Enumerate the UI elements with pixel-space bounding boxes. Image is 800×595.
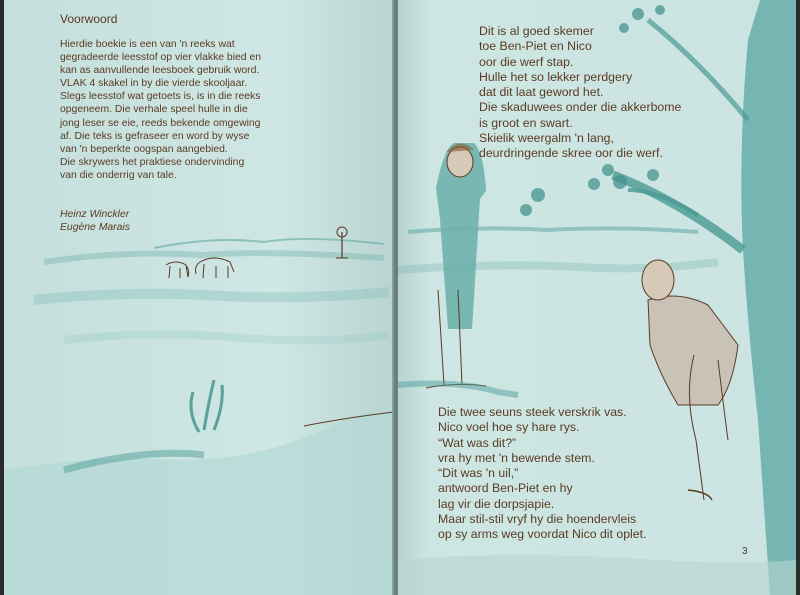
story-line: deurdringende skree oor die werf. <box>479 146 663 161</box>
author-name: Eugène Marais <box>60 222 130 233</box>
foreword-paragraph <box>60 38 360 182</box>
bush-drawing <box>191 380 222 432</box>
foreword-heading: Voorwoord <box>60 12 118 26</box>
crouching-boy-drawing <box>642 260 738 500</box>
story-line: op sy arms weg voordat Nico dit oplet. <box>438 527 647 542</box>
foreword-line: van 'n beperkte oogspan aangebied. <box>60 143 228 155</box>
story-line: vra hy met 'n bewende stem. <box>438 450 595 465</box>
foreword-line: VLAK 4 skakel in by die vierde skooljaar. <box>60 78 248 90</box>
foreword-line: af. Die teks is gefraseer en word by wyse <box>60 130 250 142</box>
story-line: oor die werf stap. <box>479 54 574 69</box>
author-name: Heinz Winckler <box>60 209 130 220</box>
story-line: is groot en swart. <box>479 115 573 130</box>
story-line: “Wat was dit?” <box>438 435 517 450</box>
story-line: Maar stil-stil vryf hy die hoendervleis <box>438 512 637 527</box>
story-line: Die skaduwees onder die akkerbome <box>479 100 682 115</box>
story-line: Die twee seuns steek verskrik vas. <box>438 405 627 419</box>
horses-drawing <box>166 258 234 278</box>
story-line: Dit is al goed skemer <box>479 24 594 38</box>
story-line: Hulle het so lekker perdgery <box>479 69 633 84</box>
foreword-line: Hierdie boekie is een van 'n reeks wat <box>60 39 235 50</box>
story-line: Skielik weergalm 'n lang, <box>479 131 614 146</box>
foreword-line: opgeneem. Die verhale speel hulle in die <box>60 104 248 116</box>
story-line: dat dit laat geword het. <box>479 85 604 100</box>
foreword-line: van die onderrig van tale. <box>60 169 177 181</box>
foreword-line: Slegs leesstof wat getoets is, is in die reeks <box>60 91 261 103</box>
story-line: Nico voel hoe sy hare rys. <box>438 420 580 435</box>
story-line: toe Ben-Piet en Nico <box>479 39 592 54</box>
right-page <box>398 0 796 595</box>
foreword-line: jong leser se eie, reeds bekende omgewing <box>60 117 261 129</box>
left-page <box>4 0 394 595</box>
foreword-line: Die skrywers het praktiese ondervinding <box>60 156 245 168</box>
foreword-line: kan as aanvullende leesboek gebruik word. <box>60 65 260 77</box>
story-bottom-text <box>438 405 646 543</box>
story-top-text <box>479 24 681 162</box>
story-line: antwoord Ben-Piet en hy <box>438 481 573 496</box>
foreword-line: gegradeerde leesstof op vier vlakke bied en <box>60 52 262 64</box>
story-line: lag vir die dorpsjapie. <box>438 496 555 511</box>
page-number: 3 <box>742 546 748 557</box>
story-line: “Dit was 'n uil,” <box>438 466 519 481</box>
